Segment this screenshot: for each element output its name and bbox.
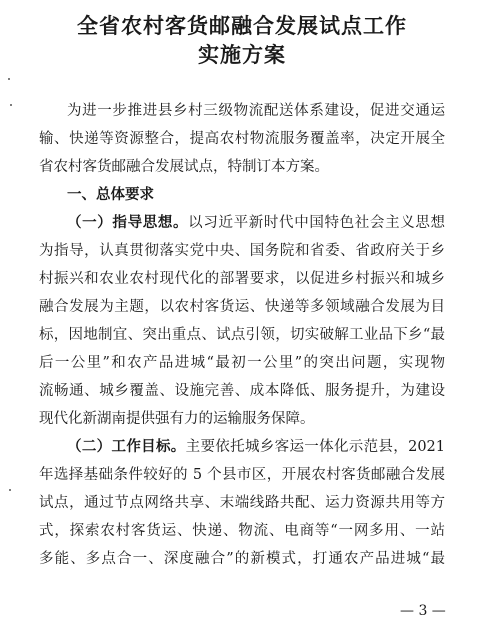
paragraph-line: 村振兴和农业农村现代化的部署要求，以促进乡村振兴和城乡 [39,271,445,287]
paragraph-line: 现代化新湖南提供强有力的运输服务保障。 [39,411,315,427]
paragraph-line: 融合发展为主题，以农村客货运、快递等多领域融合发展为目 [39,299,445,315]
scan-mark [9,489,11,491]
paragraph-line: 后一公里”和农产品进城“最初一公里”的突出问题，实现物 [39,355,445,371]
paragraph-line: 标，因地制宜、突出重点、试点引领，切实破解工业品下乡“最 [39,327,445,343]
section-heading: 一、总体要求 [67,187,154,203]
paragraph-text: 以习近平新时代中国特色社会主义思想 [188,215,446,231]
scan-mark [10,104,12,106]
paragraph-line: 流畅通、城乡覆盖、设施完善、成本降低、服务提升，为建设 [39,383,445,399]
intro-line: 为进一步推进县乡村三级物流配送体系建设，促进交通运 [67,103,445,119]
document-subtitle: 实施方案 [198,43,286,67]
intro-line: 输、快递等资源整合，提高农村物流服务覆盖率，决定开展全 [39,131,445,147]
intro-line: 省农村客货邮融合发展试点，特制订本方案。 [39,159,329,175]
paragraph-text: 主要依托城乡客运一体化示范县，2021 [185,439,445,455]
paragraph-first-line [67,213,445,233]
subsection-lead: （一）指导思想。 [67,214,189,231]
paragraph-line: 多能、多点合一、深度融合”的新模式，打通农产品进城“最 [39,551,445,567]
paragraph-line: 试点，通过节点网络共享、末端线路共配、运力资源共用等方 [39,495,445,511]
paragraph-line: 为指导，认真贯彻落实党中央、国务院和省委、省政府关于乡 [39,243,445,259]
subsection-lead: （二）工作目标。 [67,438,186,455]
scan-mark [8,78,10,80]
paragraph-first-line [67,437,445,457]
paragraph-line: 年选择基础条件较好的 5 个县市区，开展农村客货邮融合发展 [39,467,445,483]
document-title: 全省农村客货邮融合发展试点工作 [77,14,407,38]
page-number: — 3 — [400,603,446,619]
paragraph-line: 式，探索农村客货运、快递、物流、电商等“一网多用、一站 [39,523,445,539]
